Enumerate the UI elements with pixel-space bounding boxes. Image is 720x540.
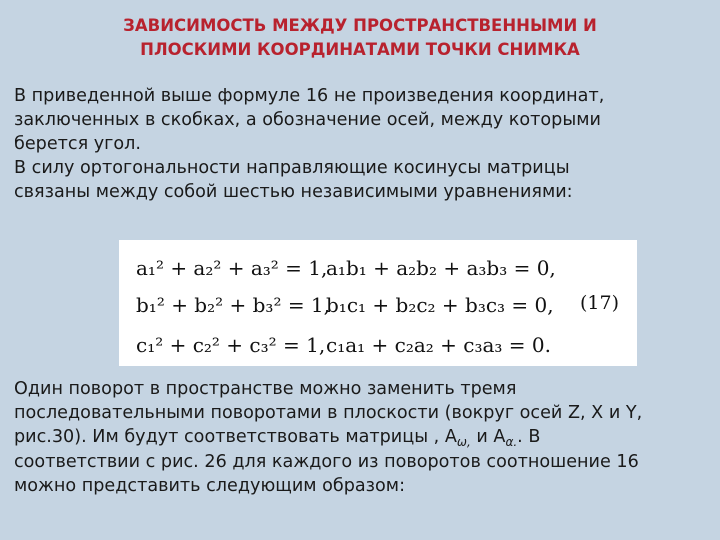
rotation-line-4: соответствии с рис. 26 для каждого из поворотов соотношение 16	[14, 452, 639, 472]
intro-paragraph	[14, 84, 604, 204]
equation-a-squares: a₁² + a₂² + a₃² = 1,	[136, 256, 328, 280]
intro-line-5: связаны между собой шестью независимыми уравнениями:	[14, 182, 573, 202]
matrix-alpha-subscript: α.	[505, 435, 518, 449]
matrix-omega-subscript: ω,	[456, 435, 471, 449]
rotation-line-3-middle: и A	[470, 427, 506, 447]
equation-a-b-product: a₁b₁ + a₂b₂ + a₃b₃ = 0,	[326, 256, 556, 280]
equation-c-a-product: c₁a₁ + c₂a₂ + c₃a₃ = 0.	[326, 333, 551, 357]
equation-c-squares: c₁² + c₂² + c₃² = 1,	[136, 333, 326, 357]
intro-line-2: заключенных в скобках, а обозначение осей, между которыми	[14, 110, 601, 130]
rotation-line-1: Один поворот в пространстве можно заменить тремя	[14, 379, 517, 399]
title-line-2: ПЛОСКИМИ КООРДИНАТАМИ ТОЧКИ СНИМКА	[140, 40, 580, 59]
equation-b-squares: b₁² + b₂² + b₃² = 1,	[136, 293, 331, 317]
equation-b-c-product: b₁c₁ + b₂c₂ + b₃c₃ = 0,	[326, 293, 554, 317]
intro-line-3: берется угол.	[14, 134, 142, 154]
rotation-line-3-end: . В	[517, 427, 541, 447]
equation-number: (17)	[580, 292, 620, 314]
slide-title	[0, 14, 720, 62]
rotation-line-3-start: рис.30). Им будут соответствовать матрицы , A	[14, 427, 457, 447]
intro-line-4: В силу ортогональности направляющие косинусы матрицы	[14, 158, 570, 178]
rotation-line-2: последовательными поворотами в плоскости (вокруг осей Z, X и Y,	[14, 403, 643, 423]
rotation-paragraph	[14, 377, 642, 498]
intro-line-1: В приведенной выше формуле 16 не произведения координат,	[14, 86, 605, 106]
rotation-line-3	[14, 425, 642, 450]
title-line-1: ЗАВИСИМОСТЬ МЕЖДУ ПРОСТРАНСТВЕННЫМИ И	[123, 16, 597, 35]
rotation-line-5: можно представить следующим образом:	[14, 476, 406, 496]
